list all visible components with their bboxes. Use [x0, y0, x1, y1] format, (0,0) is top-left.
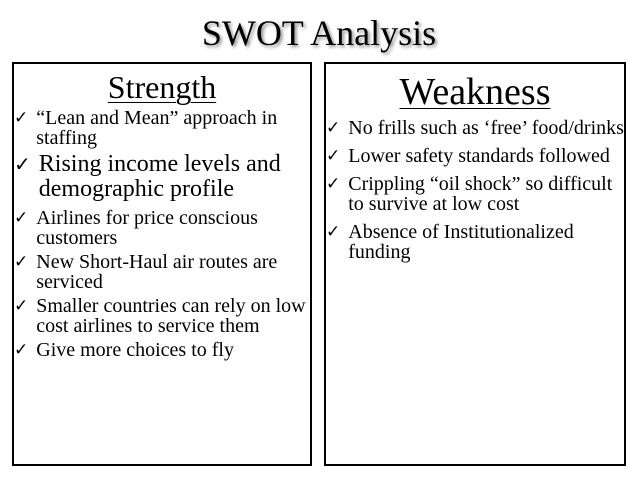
list-item-text: Lower safety standards followed [348, 145, 610, 167]
weakness-list [326, 118, 624, 262]
list-item [14, 208, 310, 248]
list-item-text: Absence of Institutionalized funding [348, 221, 574, 263]
slide-title: SWOT Analysis [201, 13, 437, 53]
strength-heading: Strength [107, 69, 217, 105]
list-item [326, 174, 624, 214]
checkmark-icon: ✓ [326, 222, 341, 242]
weakness-heading: Weakness [399, 71, 551, 113]
checkmark-icon: ✓ [326, 118, 341, 138]
list-item [14, 340, 310, 360]
weakness-panel [324, 62, 626, 466]
list-item-text: “Lean and Mean” approach in staffing [36, 107, 278, 149]
list-item [14, 152, 310, 202]
list-item [326, 146, 624, 166]
checkmark-icon: ✓ [326, 174, 341, 194]
strength-panel [12, 62, 312, 466]
list-item-text: Rising income levels and demographic profile [38, 151, 281, 202]
list-item [326, 222, 624, 262]
checkmark-icon: ✓ [14, 340, 29, 360]
checkmark-icon: ✓ [14, 252, 29, 272]
checkmark-icon: ✓ [14, 152, 31, 176]
list-item-text: No frills such as ‘free’ food/drinks [348, 117, 624, 139]
checkmark-icon: ✓ [14, 108, 29, 128]
list-item-text: New Short-Haul air routes are serviced [36, 251, 278, 293]
list-item [14, 252, 310, 292]
checkmark-icon: ✓ [14, 208, 29, 228]
list-item [14, 296, 310, 336]
list-item-text: Give more choices to fly [36, 339, 234, 361]
strength-list [14, 108, 310, 360]
checkmark-icon: ✓ [326, 146, 341, 166]
list-item [14, 108, 310, 148]
checkmark-icon: ✓ [14, 296, 29, 316]
list-item-text: Crippling “oil shock” so difficult to survive at low cost [348, 173, 613, 215]
list-item [326, 118, 624, 138]
list-item-text: Smaller countries can rely on low cost airlines to service them [36, 295, 306, 337]
list-item-text: Airlines for price conscious customers [36, 207, 258, 249]
